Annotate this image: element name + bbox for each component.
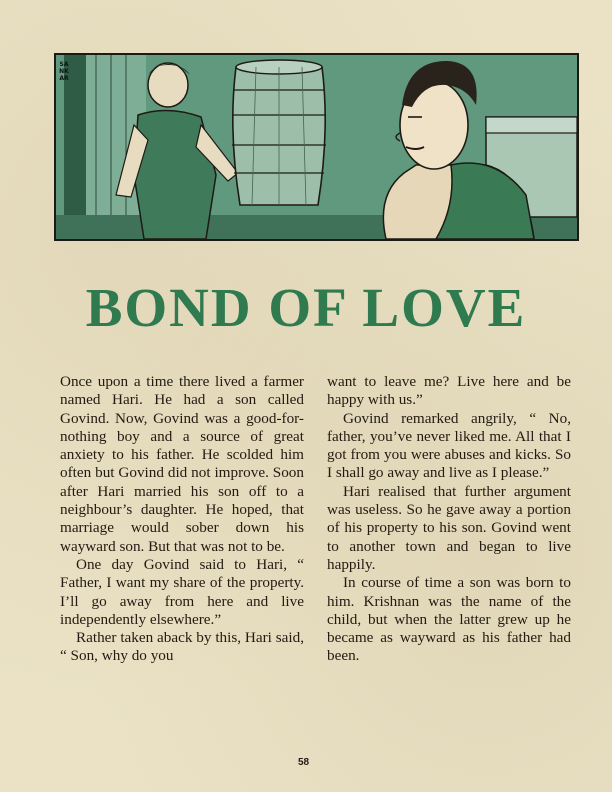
paragraph: Govind remarked angrily, “ No, father, you’ve never liked me. All that I got from you were abuses and kicks. So I shall go away and live as I please.”	[327, 409, 571, 482]
paragraph: One day Govind said to Hari, “ Father, I want my share of the property. I’ll go away from here and live independently elsewhere.”	[60, 555, 304, 628]
paragraph: want to leave me? Live here and be happy with us.”	[327, 373, 571, 409]
artist-signature: SANKAR	[59, 61, 69, 82]
story-illustration	[54, 53, 579, 241]
barrel-drawing	[232, 60, 326, 205]
paragraph: In course of time a son was born to him. Krishnan was the name of the child, but when the latter grew up he became as wayward as his father had been.	[327, 574, 571, 665]
story-title: BOND OF LOVE	[85, 277, 527, 338]
right-text-column	[327, 373, 571, 666]
page-number: 58	[298, 757, 310, 768]
left-text-column	[60, 373, 304, 666]
paragraph: Once upon a time there lived a farmer named Hari. He had a son called Govind. Now, Govind was a good-for-nothing boy and a source of great anxiety to his father. He scolded him often but Govind did not improve. Soon after Hari married his son off to a neighbour’s daughter. He hoped, that marriage would sober down his wayward son. But that was not to be.	[60, 373, 304, 555]
illustration-drawing	[56, 55, 577, 239]
paragraph: Hari realised that further argument was useless. So he gave away a portion of his property to his son. Govind went to another town and began to live happily.	[327, 482, 571, 573]
paragraph: Rather taken aback by this, Hari said, “ Son, why do you	[60, 629, 304, 665]
